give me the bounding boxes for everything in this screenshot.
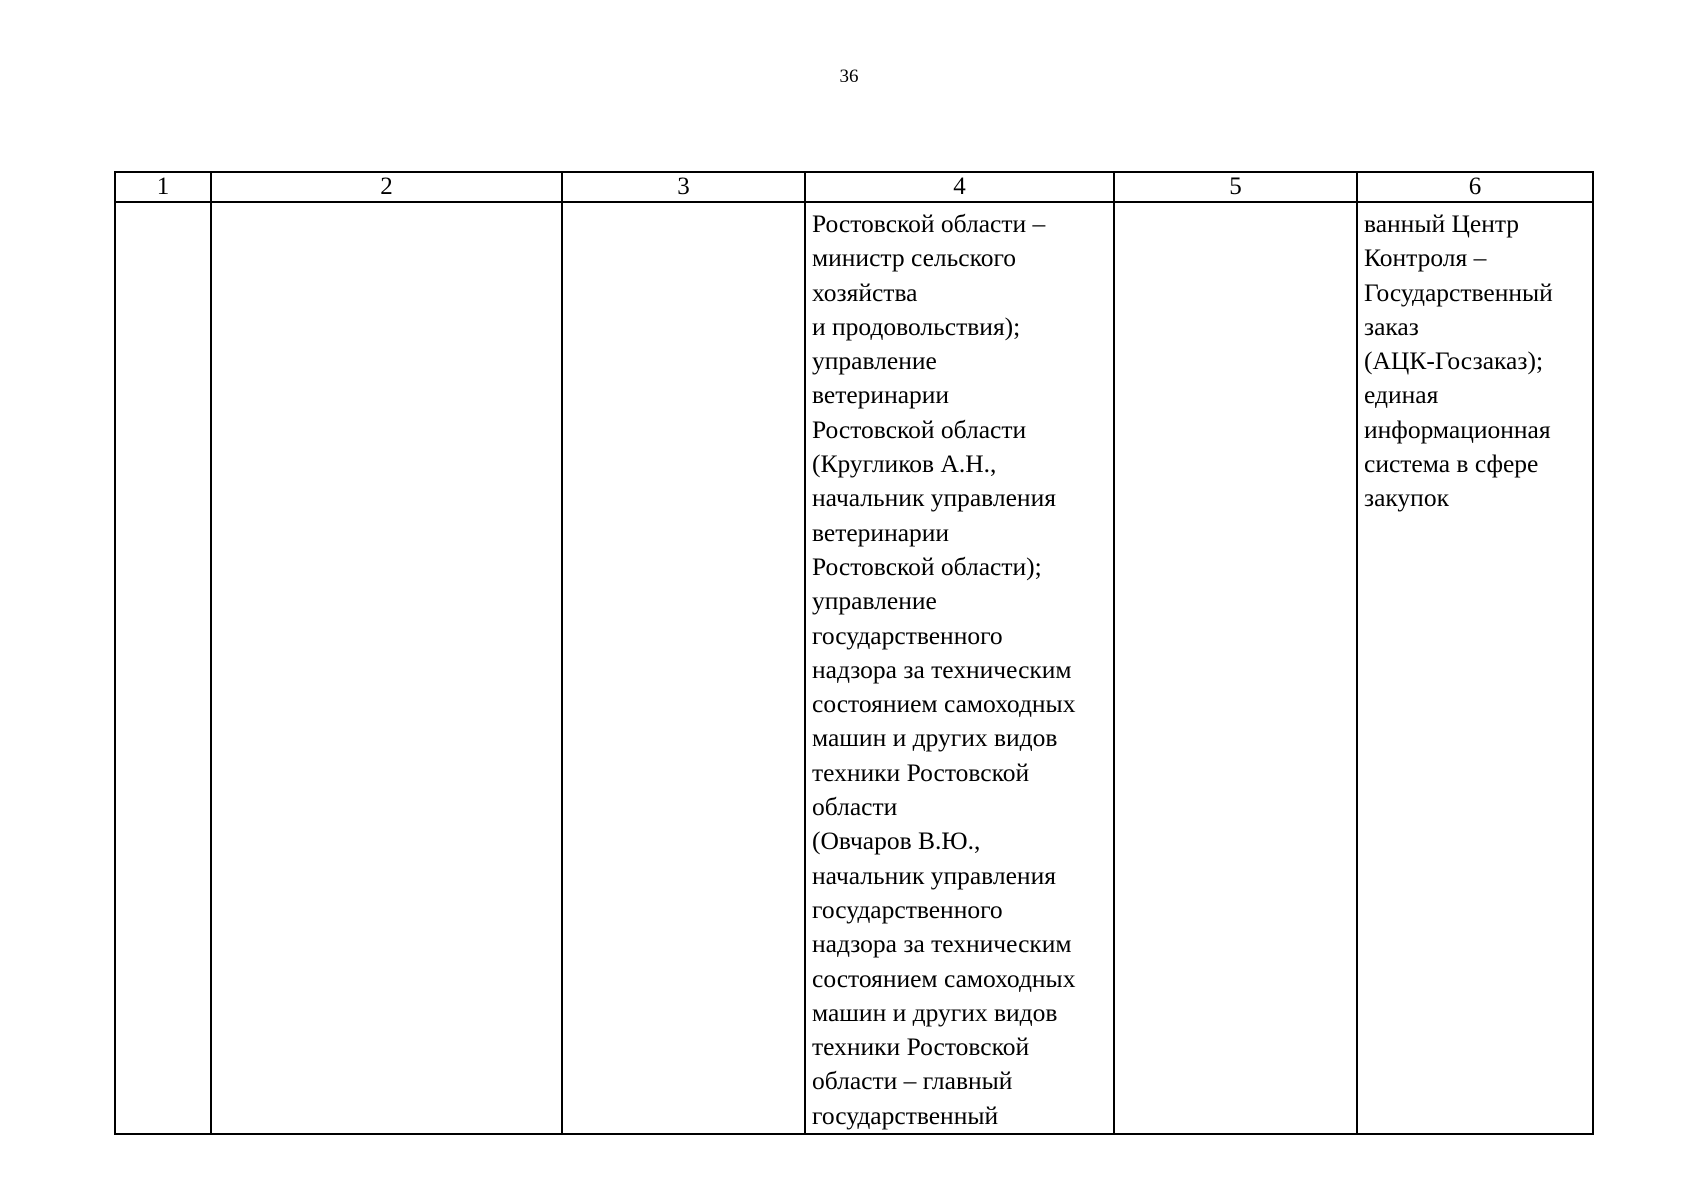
column-header-4: 4 xyxy=(805,172,1114,202)
column-header-1: 1 xyxy=(115,172,211,202)
cell-text-col5 xyxy=(1115,203,1356,207)
table-header-row xyxy=(115,172,1593,202)
cell-text-col2 xyxy=(212,203,561,207)
document-table xyxy=(114,171,1594,1135)
cell-text-col1 xyxy=(116,203,210,207)
table-cell-col2 xyxy=(211,202,562,1134)
table-row xyxy=(115,202,1593,1134)
column-header-3: 3 xyxy=(562,172,805,202)
column-header-5: 5 xyxy=(1114,172,1357,202)
cell-text-col4: Ростовской области – министр сельского хозяйства и продовольствия); управление ветеринарии Ростовской области (Кругликов А.Н., начальник управления ветеринарии Ростовской области); управление государственного надзора за техническим состоянием самоходных машин и других видов техники Ростовской области (Овчаров В.Ю., начальник управления государственного надзора за техническим состоянием самоходных машин и других видов техники Ростовской области – главный государственный xyxy=(812,209,1076,1130)
column-header-6: 6 xyxy=(1357,172,1593,202)
table-cell-col1 xyxy=(115,202,211,1134)
cell-text-col6: ванный Центр Контроля – Государственный заказ (АЦК-Госзаказ); единая информационная система в сфере закупок xyxy=(1364,209,1553,513)
page-number: 36 xyxy=(839,66,859,87)
table-cell-col4 xyxy=(805,202,1114,1134)
table-cell-col5 xyxy=(1114,202,1357,1134)
table-cell-col6 xyxy=(1357,202,1593,1134)
cell-text-col3 xyxy=(563,203,804,207)
table-cell-col3 xyxy=(562,202,805,1134)
column-header-2: 2 xyxy=(211,172,562,202)
